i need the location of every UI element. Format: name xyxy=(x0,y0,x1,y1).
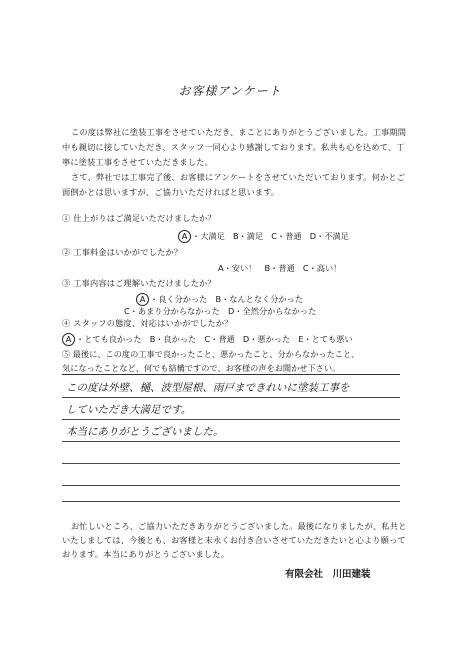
question-1: ① 仕上がりはご満足いただけましたか？ xyxy=(62,213,216,223)
question-3-options-line-1 xyxy=(136,293,303,306)
question-3-choices-1: ・良く分かった B・なんとなく分かった xyxy=(150,294,303,304)
page-title: お客様アンケート xyxy=(178,84,282,98)
answer-rule xyxy=(62,463,400,464)
intro-paragraph-2: さて、弊社では工事完了後、お客様にアンケートをさせていただいております。何かとご面倒かとは思いますが、ご協力いただければと思います。 xyxy=(62,172,406,197)
answer-rule xyxy=(62,485,400,486)
selected-answer-circle: A xyxy=(178,230,191,243)
question-1-choices: ・大満足 B・満足 C・普通 D・不満足 xyxy=(192,231,349,241)
question-5-line-1: ⑤ 最後に、この度の工事で良かったこと、悪かったこと、分からなかったこと、 xyxy=(62,349,360,359)
company-name: 有限会社 川田建装 xyxy=(285,569,371,580)
intro-paragraph-1: この度は弊社に塗装工事をさせていただき、まことにありがとうございました。工事期間中も親切に接していただき、スタッフ一同心より感謝しております。私共も心を込めて、丁寧に塗装工事をさせていただきました。 xyxy=(62,127,407,167)
answer-rule xyxy=(62,419,400,420)
closing-text xyxy=(62,519,407,561)
selected-answer-circle: A xyxy=(62,333,75,346)
answer-rule xyxy=(62,501,400,502)
question-4-options xyxy=(62,333,353,346)
question-2-options: A・安い！ B・普通 C・高い！ xyxy=(218,263,342,273)
question-3-options-line-2: C・あまり分からなかった D・全然分からなかった xyxy=(124,306,317,316)
question-1-options xyxy=(178,230,349,243)
intro-text xyxy=(62,125,412,200)
handwritten-answer-line-1: この度は外壁、樋、波型屋根、雨戸まできれいに塗装工事を xyxy=(66,382,350,394)
question-3: ③ 工事内容はご理解いただけましたか？ xyxy=(62,278,216,288)
question-4: ④ スタッフの態度、対応はいかがでしたか？ xyxy=(62,318,233,328)
handwritten-answer-line-3: 本当にありがとうございました。 xyxy=(66,426,224,438)
closing-paragraph: お忙しいところ、ご協力いただきありがとうございました。最後になりましたが、私共といたしましては、今後とも、お客様と末永くお付き合いさせていただきたいと心より願っております。本当にありがとうございました。 xyxy=(62,521,407,559)
answer-rule xyxy=(62,441,400,442)
answer-area xyxy=(62,374,400,502)
question-5 xyxy=(62,347,407,375)
answer-rule xyxy=(62,397,400,398)
handwritten-answer-line-2: していただき大満足です。 xyxy=(66,404,192,416)
question-5-line-2: 気になったことなど、何でも結構ですので、お客様の声をお聞かせ下さい。 xyxy=(62,363,341,373)
selected-answer-circle: A xyxy=(136,293,149,306)
question-2: ② 工事料金はいかがでしたか？ xyxy=(62,247,183,257)
question-4-choices: ・とても良かった B・良かった C・普通 D・悪かった E・とても悪い xyxy=(76,334,353,344)
